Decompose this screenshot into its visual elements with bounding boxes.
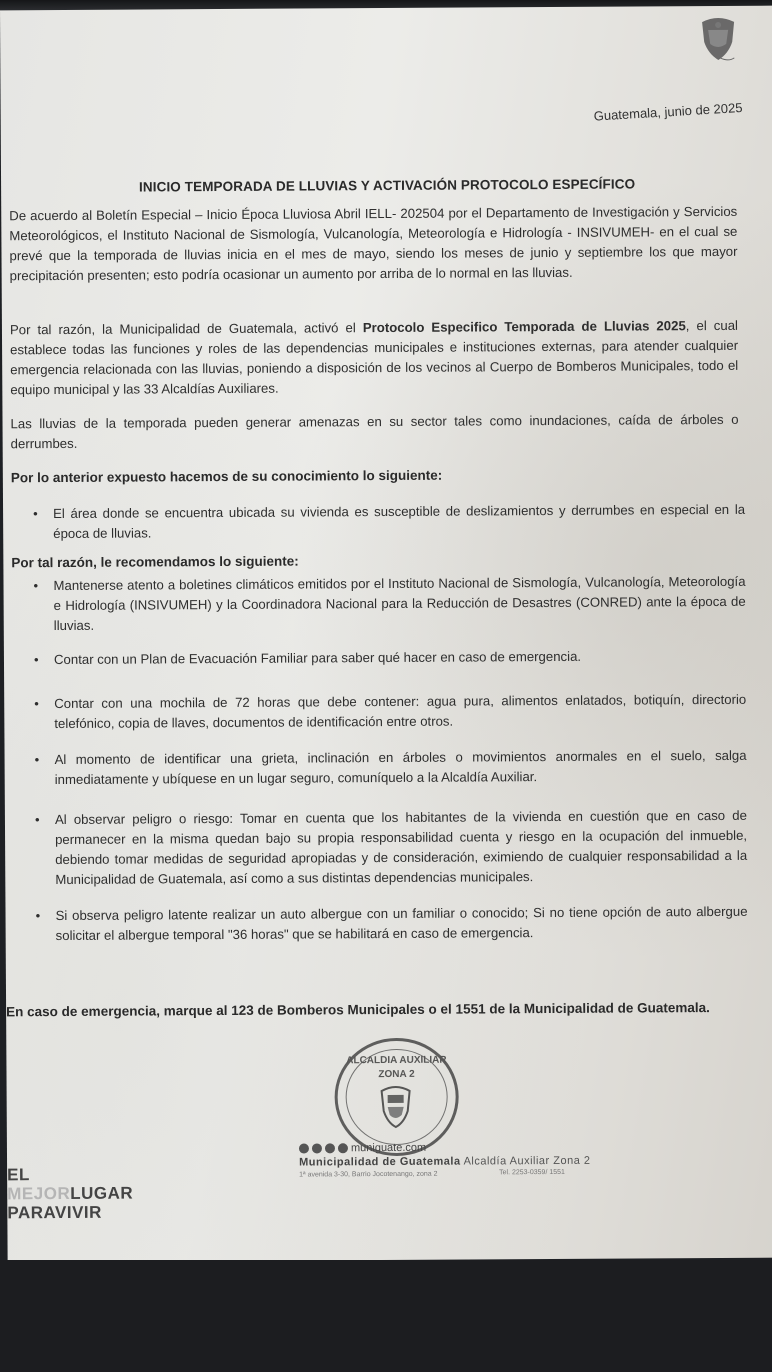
instagram-icon[interactable]: [312, 1143, 322, 1153]
notice-heading: Por lo anterior expuesto hacemos de su conocimiento lo siguiente:: [10, 467, 443, 486]
x-icon[interactable]: [325, 1143, 335, 1153]
recommendation-item: • Al momento de identificar una grieta, inclinación en árboles o movimientos anormales en el suelo, salga inmediatamente y ubíquese en un lugar seguro, comuníquelo a la Alcaldía Auxiliar.: [34, 747, 747, 788]
bullet-icon: •: [35, 908, 41, 924]
office-name: Alcaldía Auxiliar Zona 2: [463, 1154, 591, 1168]
bullet-icon: •: [34, 696, 39, 712]
social-links: [299, 1142, 426, 1155]
municipal-crest-icon: [698, 16, 738, 64]
intro-paragraph: De acuerdo al Boletín Especial – Inicio Época Lluviosa Abril IELL- 202504 por el Departamento de Investigación y Servicios Meteorológicos, el Instituto Nacional de Sismología, Vulcanología, Meteorología e Hidrología - INSIVUMEH- en el cual se prevé que la temporada de lluvias inicia en el mes de mayo, siendo los meses de junio y septiembre los que mayor precipitación presenten; esto podría ocasionar un aumento por arriba de lo normal en las lluvias.: [9, 203, 738, 284]
official-stamp: [334, 1038, 459, 1157]
slogan-logo: [7, 1165, 133, 1223]
protocol-paragraph-start: Por tal razón, la Municipalidad de Guatemala, activó el: [9, 320, 363, 338]
document-title: INICIO TEMPORADA DE LLUVIAS Y ACTIVACIÓN PROTOCOLO ESPECÍFICO: [138, 176, 636, 195]
footer-municipality: [299, 1155, 591, 1169]
recommendation-item: • Si observa peligro latente realizar un auto albergue con un familiar o conocido; Si no tiene opción de auto albergue solicitar el albergue temporal "36 horas" que se habilitará en caso de emergencia.: [35, 903, 748, 944]
youtube-icon[interactable]: [338, 1143, 348, 1153]
stamp-shield-icon: [376, 1083, 416, 1129]
slogan-line1: EL: [7, 1165, 30, 1185]
recommendation-item: • Contar con una mochila de 72 horas que debe contener: agua pura, alimentos enlatados, botiquín, directorio telefónico, copia de llaves, documentos de identificación entre otros.: [34, 691, 747, 732]
website-link[interactable]: muniguate.com: [350, 1141, 427, 1155]
document-page: [0, 6, 772, 1263]
footer-phone: Tel. 2253-0359/ 1551: [499, 1168, 565, 1177]
recommendation-item: • Al observar peligro o riesgo: Tomar en cuenta que los habitantes de la vivienda en cuestión que en caso de permanecer en la misma quedan bajo su propia responsabilidad cuenta y riesgo en la ocupación del inmueble, debiendo tomar medidas de seguridad apropiadas y de consideración, eximiendo de cualquier responsabilidad a la Municipalidad de Guatemala, así como a sus distintas dependencias municipales.: [34, 807, 748, 888]
bullet-icon: •: [34, 812, 40, 828]
notice-bullet: • El área donde se encuentra ubicada su vivienda es susceptible de deslizamientos y derrumbes en especial en la época de lluvias.: [33, 501, 746, 542]
stamp-zone-text: ZONA 2: [378, 1068, 415, 1081]
facebook-icon[interactable]: [299, 1143, 309, 1153]
recommendations-heading: Por tal razón, le recomendamos lo siguiente:: [11, 553, 299, 571]
protocol-name: Protocolo Especifico Temporada de Lluvias 2025: [362, 318, 686, 336]
date-line: Guatemala, junio de 2025: [593, 99, 743, 124]
bullet-icon: •: [33, 578, 39, 594]
threats-paragraph: Las lluvias de la temporada pueden generar amenazas en su sector tales como inundaciones, caída de árboles o derrumbes.: [10, 411, 739, 452]
stamp-top-text: ALCALDIA AUXILIAR: [346, 1054, 447, 1067]
emergency-numbers: En caso de emergencia, marque al 123 de Bomberos Municipales o el 1551 de la Municipalidad de Guatemala.: [6, 1000, 710, 1020]
recommendation-item: • Contar con un Plan de Evacuación Familiar para saber qué hacer en caso de emergencia.: [34, 646, 746, 670]
bullet-icon: •: [33, 506, 38, 522]
slogan-line3: PARAVIVIR: [7, 1202, 102, 1223]
protocol-paragraph-end: , el cual establece todas las funciones y roles de las dependencias municipales e instituciones externas, para atender cualquier emergencia relacionada con las lluvias, poniendo a disposición de los vecinos al Cuerpo de Bomberos Municipales, todo el equipo municipal y las 33 Alcaldías Auxiliares.: [10, 317, 739, 398]
recommendation-item: • Mantenerse atento a boletines climáticos emitidos por el Instituto Nacional de Sismología, Vulcanología, Meteorología e Hidrología (INSIVUMEH) y la Coordinadora Nacional para la Reducción de Desastres (CONRED) ante la época de lluvias.: [33, 573, 746, 634]
slogan-line2: MEJORLUGAR: [7, 1183, 134, 1204]
municipality-name: Municipalidad de Guatemala: [299, 1155, 461, 1169]
photo-bottom-edge: [0, 1260, 772, 1372]
bullet-icon: •: [33, 652, 39, 668]
protocol-paragraph: [10, 316, 738, 400]
bullet-icon: •: [34, 752, 40, 768]
footer-address: 1ª avenida 3-30, Barrio Jocotenango, zona 2: [299, 1170, 438, 1179]
